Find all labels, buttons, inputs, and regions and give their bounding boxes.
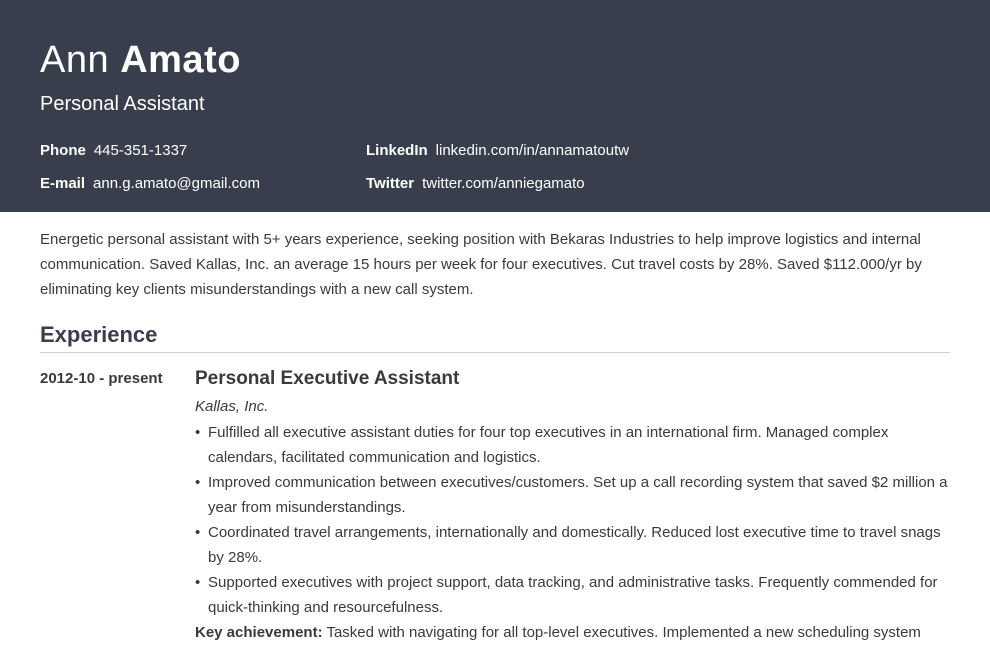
job-bullet: • Fulfilled all executive assistant duties for four top executives in an international firm. Managed complex calendars, facilitated communication and logistics. bbox=[195, 420, 950, 470]
contact-email-value[interactable]: ann.g.amato@gmail.com bbox=[93, 175, 260, 192]
section-divider bbox=[40, 352, 950, 353]
key-achievement-line bbox=[195, 620, 950, 645]
key-achievement-text: Tasked with navigating for all top-level executives. Implemented a new scheduling system bbox=[322, 624, 921, 641]
job-bullet-list bbox=[195, 420, 950, 620]
summary-paragraph: Energetic personal assistant with 5+ years experience, seeking position with Bekaras Industries to help improve logistics and internal communication. Saved Kallas, Inc. an average 15 hours per week for four executives. Cut travel costs by 28%. Saved $112.000/yr by eliminating key clients misunderstandings with a new call system. bbox=[40, 231, 922, 298]
contact-twitter bbox=[366, 174, 585, 194]
contact-email bbox=[40, 174, 260, 194]
contact-twitter-value[interactable]: twitter.com/anniegamato bbox=[422, 175, 585, 192]
contact-phone bbox=[40, 141, 187, 161]
full-name bbox=[40, 38, 241, 82]
contact-twitter-label: Twitter bbox=[366, 175, 415, 192]
job-role: Personal Assistant bbox=[40, 93, 205, 115]
job-bullet: • Improved communication between executives/customers. Set up a call recording system that saved $2 million a year from misunderstandings. bbox=[195, 470, 950, 520]
contact-linkedin-value[interactable]: linkedin.com/in/annamatoutw bbox=[435, 142, 630, 159]
resume-header bbox=[0, 0, 990, 212]
job-bullet: • Supported executives with project support, data tracking, and administrative tasks. Frequently commended for quick-thinking and resourcefulness. bbox=[195, 570, 950, 620]
contact-email-label: E-mail bbox=[40, 175, 86, 192]
job-title: Personal Executive Assistant bbox=[195, 368, 460, 389]
job-bullet: • Coordinated travel arrangements, internationally and domestically. Reduced lost executive time to travel snags by 28%. bbox=[195, 520, 950, 570]
experience-heading: Experience bbox=[40, 322, 158, 347]
job-company: Kallas, Inc. bbox=[195, 398, 269, 415]
contact-linkedin bbox=[366, 141, 629, 161]
last-name: Amato bbox=[120, 39, 241, 81]
job-dates: 2012-10 - present bbox=[40, 370, 163, 387]
first-name: Ann bbox=[40, 39, 110, 81]
contact-phone-label: Phone bbox=[40, 142, 86, 159]
key-achievement-label: Key achievement: bbox=[195, 624, 323, 641]
contact-linkedin-label: LinkedIn bbox=[366, 142, 428, 159]
contact-phone-value[interactable]: 445-351-1337 bbox=[93, 142, 188, 159]
